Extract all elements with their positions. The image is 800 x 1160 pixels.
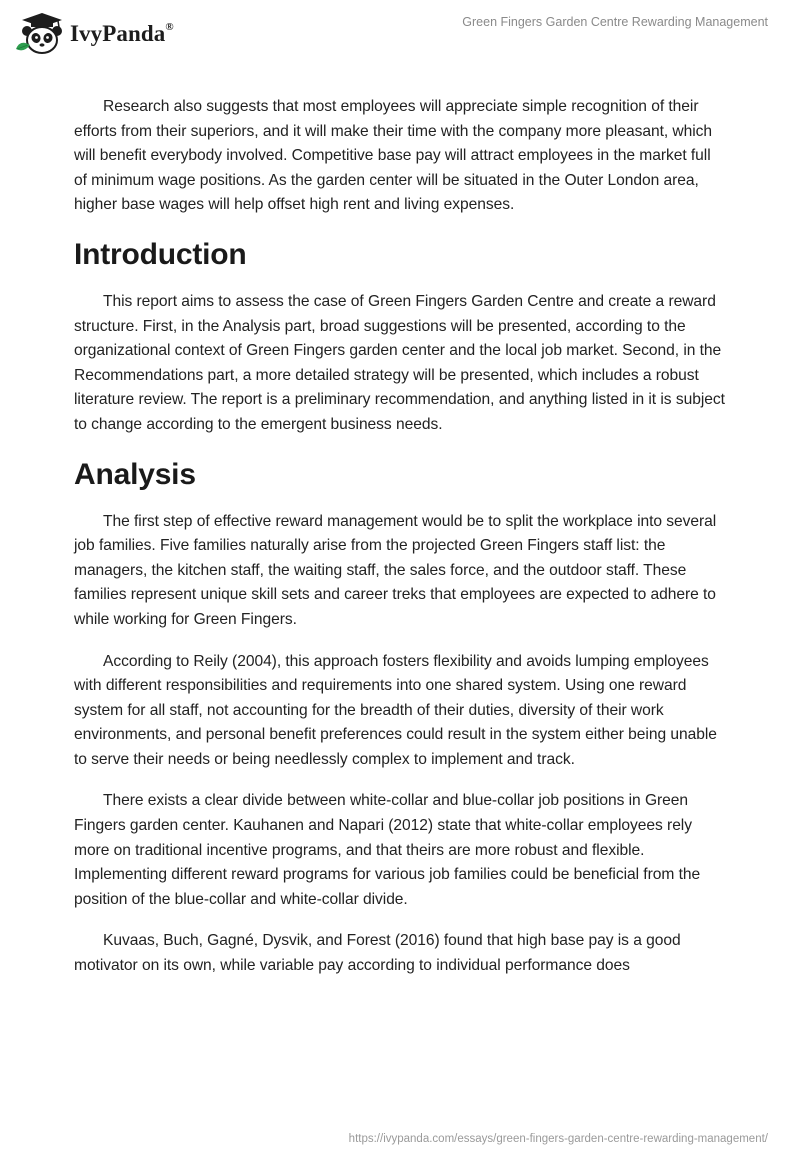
source-url-link[interactable]: https://ivypanda.com/essays/green-fingers-garden-centre-rewarding-management/ bbox=[348, 1133, 768, 1145]
panda-graduate-icon bbox=[14, 11, 66, 57]
intro-paragraph: Research also suggests that most employees will appreciate simple recognition of their efforts from their superiors, and it will make their time with the company more pleasant, which will benefit everybody involved. Competitive base pay will attract employees in the market full of minimum wage positions. As the garden center will be situated in the Outer London area, higher base wages will help offset high rent and living expenses. bbox=[74, 98, 713, 214]
logo-text: IvyPanda® bbox=[70, 21, 174, 46]
analysis-paragraph-1: The first step of effective reward management would be to split the workplace into several job families. Five families naturally arise from the projected Green Fingers staff list: the managers, the kitchen staff, the waiting staff, the sales force, and the outdoor staff. These families represent unique skill sets and career treks that employees are expected to adhere to while working for Green Fingers. bbox=[74, 512, 717, 628]
introduction-paragraph-1: This report aims to assess the case of Green Fingers Garden Centre and create a reward structure. First, in the Analysis part, broad suggestions will be presented, according to the organizational context of Green Fingers garden center and the local job market. Second, in the Recommendations part, a more detailed strategy will be presented, which includes a robust literature review. The report is a preliminary recommendation, and anything listed in it is subject to change according to the emergent business needs. bbox=[74, 292, 725, 433]
registered-mark: ® bbox=[165, 21, 174, 34]
introduction-heading: Introduction bbox=[74, 237, 247, 271]
analysis-paragraph-2: According to Reily (2004), this approach fosters flexibility and avoids lumping employees with different responsibilities and requirements into one shared system. Using one reward system for all staff, not accounting for the breadth of their duties, diversity of their work environments, and personal benefit preferences could result in the system either being unable to serve their needs or being needlessly complex to implement and track. bbox=[74, 652, 717, 768]
page-header bbox=[0, 0, 800, 70]
document-title: Green Fingers Garden Centre Rewarding Management bbox=[462, 15, 768, 29]
ivypanda-logo[interactable] bbox=[14, 10, 174, 58]
analysis-paragraph-4: Kuvaas, Buch, Gagné, Dysvik, and Forest (2016) found that high base pay is a good motivator on its own, while variable pay according to individual performance does bbox=[74, 932, 681, 975]
essay-content bbox=[74, 95, 726, 996]
analysis-heading: Analysis bbox=[74, 457, 196, 491]
analysis-paragraph-3: There exists a clear divide between white-collar and blue-collar job positions in Green Fingers garden center. Kauhanen and Napari (2012) state that white-collar employees rely more on traditional incentive programs, and that theirs are more robust and flexible. Implementing different reward programs for various job families could be beneficial from the position of the blue-collar and white-collar divide. bbox=[74, 792, 701, 908]
